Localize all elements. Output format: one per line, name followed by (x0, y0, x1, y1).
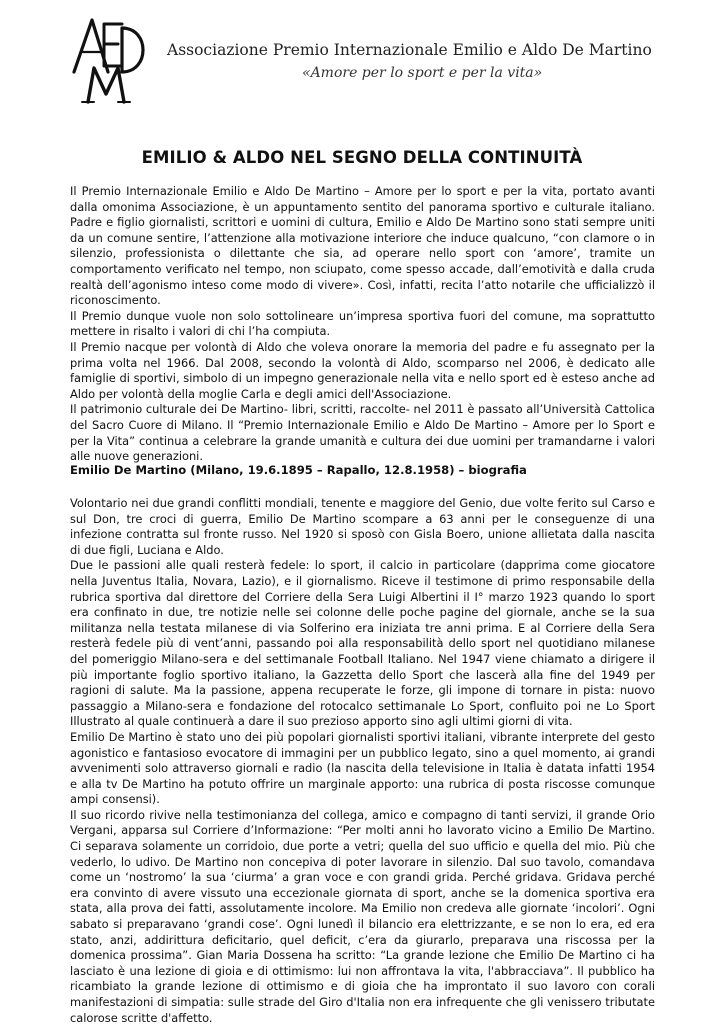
biography-heading: Emilio De Martino (Milano, 19.6.1895 – Rapallo, 12.8.1958) – biografia (70, 463, 527, 477)
bio-paragraph: Emilio De Martino è stato uno dei più popolari giornalisti sportivi italiani, vibrante interprete del gesto agonistico e fantasioso evocatore di immagini per un pubblico legato, sino a quel momento, ai grandi avvenimenti solo attraverso giornali e radio (la nascita della televisione in Italia è datata infatti 1954 e alla tv De Martino ha potuto offrire un marginale apporto: una rubrica di posta riscosse comunque ampi consensi). (70, 729, 655, 807)
bio-paragraph: Due le passioni alle quali resterà fedele: lo sport, il calcio in particolare (dapprima come giocatore nella Juventus Italia, Novara, Lazio), e il giornalismo. Riceve il testimone di primo responsabile della rubrica sportiva dal direttore del Corriere della Sera Luigi Albertini il I° marzo 1923 quando lo sport era confinato in due, tre notizie nelle sei colonne delle poche pagine del giornale, anche se la sua militanza nella testata milanese di via Solferino era iniziata tre anni prima. E al Corriere della Sera resterà fedele più di vent’anni, passando poi alla responsabilità dello sport nel quotidiano milanese del pomeriggio Milano-sera e del settimanale Football Italiano. Nel 1947 viene chiamato a dirigere il più importante foglio sportivo italiano, la Gazzetta dello Sport che lascerà alla fine del 1949 per ragioni di salute. Ma la passione, appena recuperate le forze, gli impone di tornare in pista: nuovo passaggio a Milano-sera e fondazione del rotocalco settimanale Lo Sport, confluito poi ne Lo Sport Illustrato al quale continuerà a dare il suo prezioso apporto sino agli ultimi giorni di vita. (70, 558, 655, 729)
document-title: EMILIO & ALDO NEL SEGNO DELLA CONTINUITÀ (141, 148, 583, 167)
bio-paragraph: Volontario nei due grandi conflitti mondiali, tenente e maggiore del Genio, due volte ferito sul Carso e sul Don, tre croci di guerra, Emilio De Martino scompare a 63 anni per le conseguenze di una infezione contratta sul fronte russo. Nel 1920 si sposò con Gisla Boero, unione allietata dalla nascita di due figli, Luciana e Aldo. (70, 496, 655, 557)
intro-paragraph: Il Premio dunque vuole non solo sottolineare un’impresa sportiva fuori del comune, ma soprattutto mettere in risalto i valori di chi l’ha compiuta. (70, 308, 655, 339)
biography-section (70, 496, 655, 1026)
letterhead (70, 14, 660, 104)
intro-paragraph: Il patrimonio culturale dei De Martino- libri, scritti, raccolte- nel 2011 è passato all’Università Cattolica del Sacro Cuore di Milano. Il “Premio Internazionale Emilio e Aldo De Martino – Amore per lo Sport e per la Vita” continua a celebrare la grande umanità e cultura dei due uomini per tramandarne i valori alle nuove generazioni. (70, 402, 655, 464)
intro-paragraph: Il Premio nacque per volontà di Aldo che voleva onorare la memoria del padre e fu assegnato per la prima volta nel 1966. Dal 2008, secondo la volontà di Aldo, scomparso nel 2006, è dedicato alle famiglie di sportivi, simbolo di un impegno generazionale nella vita e nello sport ed è esteso anche ad Aldo per volontà della moglie Carla e degli amici dell'Associazione. (70, 339, 655, 401)
intro-section (70, 184, 655, 465)
organization-motto: «Amore per lo sport e per la vita» (302, 65, 543, 81)
intro-paragraph: Il Premio Internazionale Emilio e Aldo De Martino – Amore per lo sport e per la vita, portato avanti dalla omonima Associazione, è un appuntamento sentito del panorama sportivo e culturale italiano. Padre e figlio giornalisti, scrittori e uomini di cultura, Emilio e Aldo De Martino sono stati sempre uniti da un comune sentire, l’attenzione alla motivazione interiore che induce qualcuno, “con clamore o in silenzio, professionista o dilettante che sia, ad operare nello sport con ‘amore’, tramite un comportamento verificato nel tempo, non sciupato, come spesso accade, dall’emotività e dalla cruda realtà dell’agonismo inteso come modo di vivere». Così, infatti, recita l’atto notarile che ufficializzò il riconoscimento. (70, 184, 655, 308)
organization-name: Associazione Premio Internazionale Emilio e Aldo De Martino (167, 41, 652, 59)
bio-paragraph: Il suo ricordo rivive nella testimonianza del collega, amico e compagno di tanti servizi, il grande Orio Vergani, apparsa sul Corriere d’Informazione: “Per molti anni ho lavorato vicino a Emilio De Martino. Ci separava solamente un corridoio, due porte a vetri; quella del suo ufficio e quella del mio. Più che vederlo, lo udivo. De Martino non concepiva di poter lavorare in silenzio. Dal suo tavolo, comandava come un ‘nostromo’ la sua ‘ciurma’ a gran voce e con grandi grida. Perché gridava. Gridava perché era convinto di avere vissuto una eccezionale giornata di sport, anche se la domenica sportiva era stata, alla prova dei fatti, assolutamente incolore. Ma Emilio non credeva alle giornate ‘incolori’. Ogni sabato si preparavano ‘grandi cose’. Ogni lunedì il bilancio era elettrizzante, e se non lo era, ed era stato, anzi, addirittura deficitario, quel deficit, c’era da giurarlo, preparava una riscossa per la domenica prossima”. Gian Maria Dossena ha scritto: “La grande lezione che Emilio De Martino ci ha lasciato è una lezione di gioia e di ottimismo: lui non affrontava la vita, l'abbracciava”. Il pubblico ha ricambiato la grande lezione di ottimismo e di gioia che ha improntato il suo lavoro con corali manifestazioni di simpatia: sulle strade del Giro d'Italia non era infrequente che gli venissero tributate calorose scritte d'affetto. (70, 807, 655, 1025)
association-logo (70, 14, 152, 104)
